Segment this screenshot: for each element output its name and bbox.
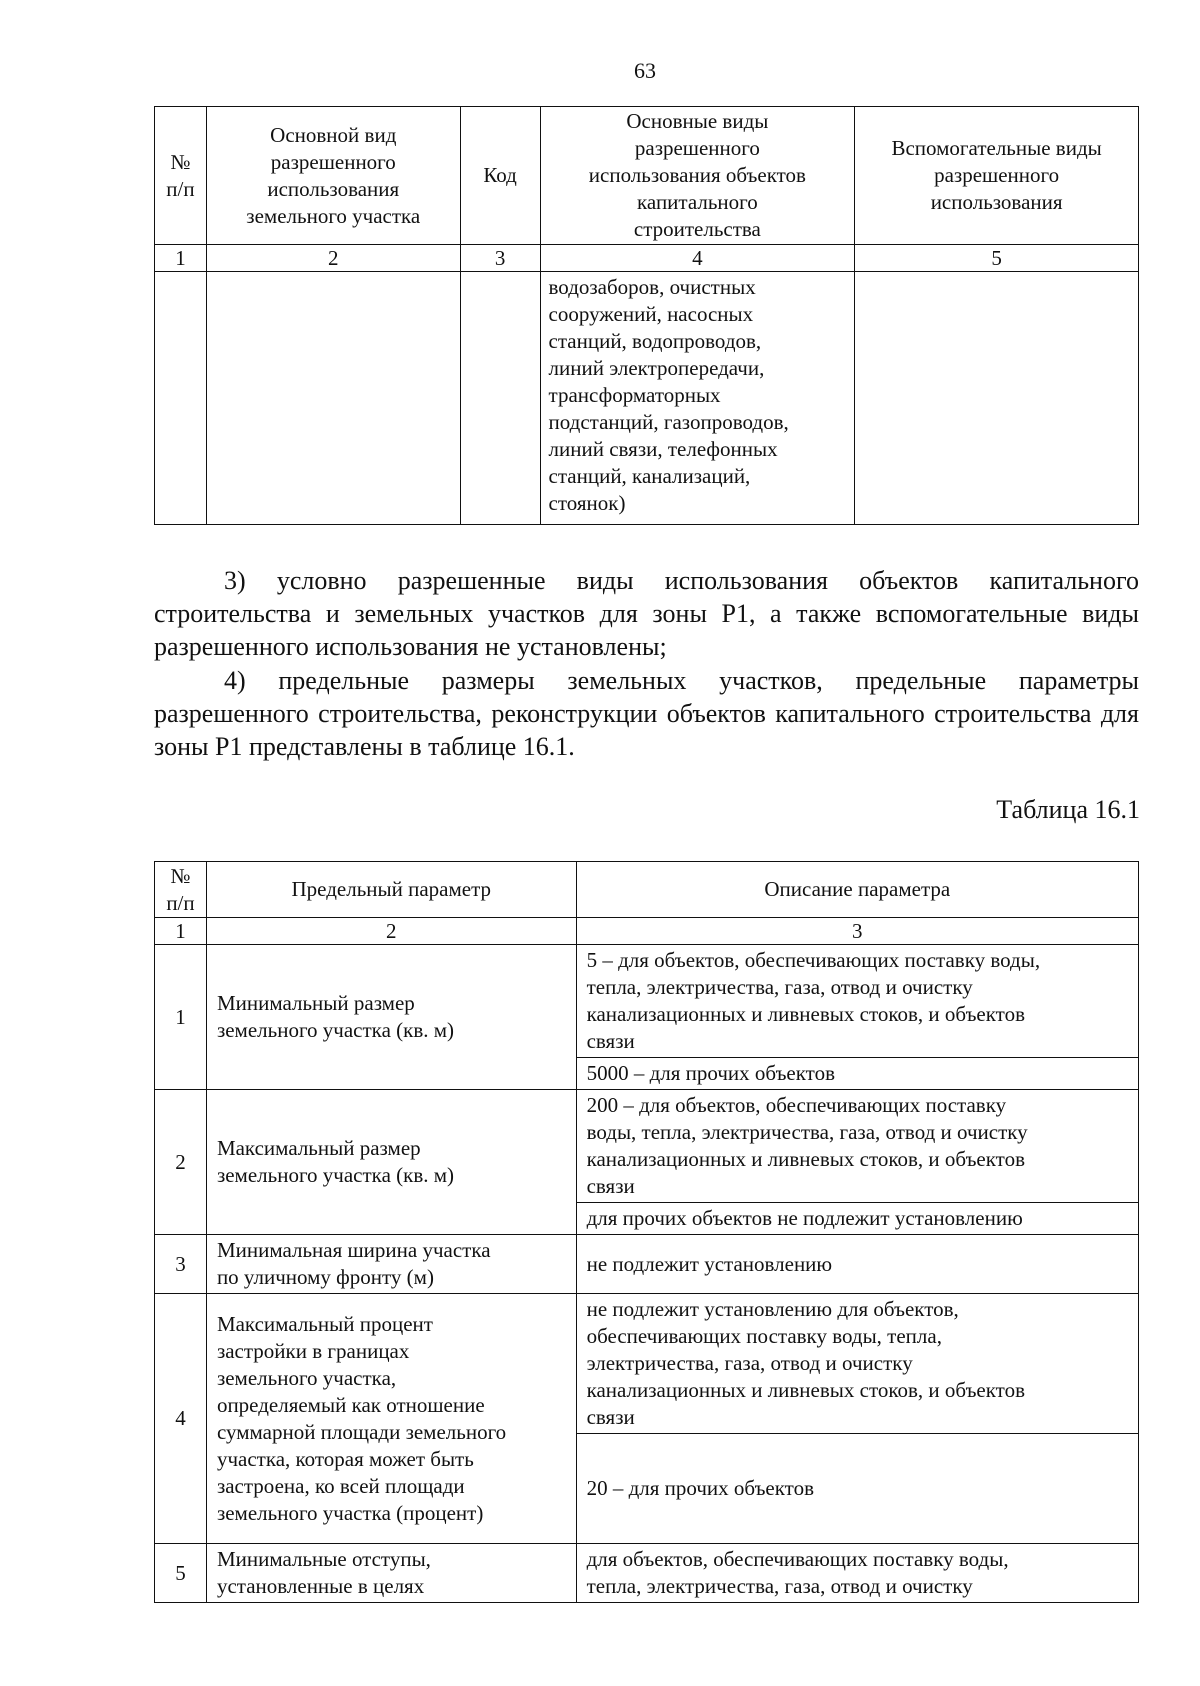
text-line: линий связи, телефонных (548, 437, 778, 461)
text-line: стоянок) (548, 491, 626, 515)
header-cell (155, 862, 207, 918)
text-line: электричества, газа, отвод и очистку (586, 1351, 913, 1375)
text-line: тепла, электричества, газа, отвод и очистку (586, 975, 973, 999)
text-line: канализационных и ливневых стоков, и объектов (586, 1002, 1025, 1026)
text-line: застроена, ко всей площади (216, 1473, 465, 1498)
text-line: 200 – для объектов, обеспечивающих поставку (586, 1093, 1007, 1117)
text-line: Максимальный размер (216, 1136, 421, 1160)
row-number: 3 (155, 1235, 207, 1294)
column-number: 1 (155, 245, 207, 272)
row-number: 2 (155, 1090, 207, 1235)
text-line: земельного участка, (216, 1365, 397, 1390)
parameters-table (154, 861, 1139, 1603)
text-line: 20 – для прочих объектов (586, 1476, 814, 1500)
text-line: Предельный параметр (291, 877, 492, 901)
row-number: 1 (155, 945, 207, 1090)
text-line: сооружений, насосных (548, 302, 754, 326)
column-number: 2 (206, 918, 576, 945)
text-line: использования объектов (588, 163, 806, 187)
table-cell (460, 272, 540, 525)
text-line: капитального (637, 190, 758, 214)
text-line: земельного участка (246, 203, 421, 228)
parameter-description (576, 1058, 1138, 1090)
text-line: определяемый как отношение (216, 1392, 485, 1417)
text-line: трансформаторных (548, 383, 721, 407)
text-line: разрешенного (634, 136, 760, 160)
text-line: станций, канализаций, (548, 464, 751, 488)
parameter-description (576, 945, 1138, 1058)
text-line: для прочих объектов не подлежит установлению (586, 1206, 1023, 1230)
text-line: не подлежит установлению (586, 1251, 833, 1276)
text-line: станций, водопроводов, (548, 329, 762, 353)
text-line: Минимальный размер (216, 991, 415, 1015)
parameter-description (576, 1294, 1138, 1434)
column-number: 1 (155, 918, 207, 945)
text-line: по уличному фронту (м) (216, 1265, 434, 1289)
column-number: 3 (576, 918, 1138, 945)
text-line: застройки в границах (216, 1338, 410, 1363)
text-line: участка, которая может быть (216, 1446, 474, 1471)
header-cell (576, 862, 1138, 918)
text-line: п/п (166, 176, 195, 201)
text-line: № (170, 863, 191, 888)
table-cell (855, 272, 1139, 525)
text-line: № (170, 149, 191, 174)
paragraph-3 (154, 564, 1139, 663)
text-line: связи (586, 1029, 635, 1053)
text-line: Основной вид (270, 122, 397, 147)
page-number: 63 (634, 58, 656, 83)
table-cell (155, 272, 207, 525)
column-number: 5 (855, 245, 1139, 272)
table-row (155, 1544, 1139, 1603)
parameter-name (206, 1235, 576, 1294)
table-row (155, 1235, 1139, 1294)
text-line: канализационных и ливневых стоков, и объектов (586, 1378, 1025, 1402)
header-cell (540, 107, 855, 245)
parameter-description (576, 1434, 1138, 1544)
table-header-row (155, 862, 1139, 918)
text-line: земельного участка (кв. м) (216, 1163, 455, 1187)
header-cell (855, 107, 1139, 245)
table-row (155, 272, 1139, 525)
table-header-row (155, 107, 1139, 245)
column-number: 2 (206, 245, 460, 272)
text-line: для объектов, обеспечивающих поставку воды, (586, 1547, 1009, 1571)
parameter-description (576, 1203, 1138, 1235)
header-cell (206, 107, 460, 245)
text-line: разрешенного (270, 149, 396, 174)
text-line: установленные в целях (216, 1574, 425, 1598)
parameter-name (206, 945, 576, 1090)
text-line: Описание параметра (764, 877, 951, 901)
header-cell (155, 107, 207, 245)
text-line: суммарной площади земельного (216, 1419, 507, 1444)
parameter-description (576, 1090, 1138, 1203)
column-number: 3 (460, 245, 540, 272)
row-number: 4 (155, 1294, 207, 1544)
text-line: связи (586, 1405, 635, 1429)
text-line: Вспомогательные виды (891, 136, 1102, 160)
table-row (155, 1090, 1139, 1203)
paragraph-3-text: 3) условно разрешенные виды использования объектов капитального строительства и земельных участков для зоны Р1, а также вспомогательные виды разрешенного использования не установлены; (154, 566, 1139, 661)
header-cell (460, 107, 540, 245)
text-line: земельного участка (процент) (216, 1500, 484, 1525)
parameter-name (206, 1090, 576, 1235)
table-row (155, 945, 1139, 1058)
header-cell (206, 862, 576, 918)
text-line: 5000 – для прочих объектов (586, 1061, 835, 1085)
text-line: разрешенного (934, 163, 1060, 187)
text-line: Код (483, 163, 517, 187)
text-line: канализационных и ливневых стоков, и объектов (586, 1147, 1025, 1171)
text-line: линий электропередачи, (548, 356, 765, 380)
row-number: 5 (155, 1544, 207, 1603)
land-use-table (154, 106, 1139, 525)
continuation-cell (540, 272, 855, 525)
text-line: водозаборов, очистных (548, 275, 756, 299)
text-line: строительства (633, 217, 761, 241)
text-line: не подлежит установлению для объектов, (586, 1297, 959, 1321)
text-line: 5 – для объектов, обеспечивающих поставку воды, (586, 948, 1041, 972)
table-row (155, 1294, 1139, 1434)
text-line: использования (267, 176, 400, 201)
text-line: связи (586, 1174, 635, 1198)
parameter-name (206, 1544, 576, 1603)
parameter-description (576, 1235, 1138, 1294)
paragraph-4-text: 4) предельные размеры земельных участков, предельные параметры разрешенного строительства, реконструкции объектов капитального строительства для зоны Р1 представлены в таблице 16.1. (154, 666, 1139, 761)
text-line: подстанций, газопроводов, (548, 410, 789, 434)
text-line: воды, тепла, электричества, газа, отвод и очистку (586, 1120, 1028, 1144)
text-line: Минимальные отступы, (216, 1547, 431, 1571)
text-line: тепла, электричества, газа, отвод и очистку (586, 1574, 973, 1598)
text-line: Максимальный процент (216, 1311, 433, 1336)
column-number-row (155, 245, 1139, 272)
parameters-table-body (155, 945, 1139, 1603)
parameter-description (576, 1544, 1138, 1603)
text-line: Основные виды (626, 109, 769, 133)
table-caption: Таблица 16.1 (996, 795, 1140, 824)
text-line: обеспечивающих поставку воды, тепла, (586, 1324, 942, 1348)
paragraph-4 (154, 664, 1139, 763)
text-line: использования (930, 190, 1063, 214)
parameter-name (206, 1294, 576, 1544)
text-line: Минимальная ширина участка (216, 1238, 491, 1262)
column-number: 4 (540, 245, 855, 272)
column-number-row (155, 918, 1139, 945)
text-line: п/п (166, 890, 195, 915)
text-line: земельного участка (кв. м) (216, 1018, 455, 1042)
table-cell (206, 272, 460, 525)
